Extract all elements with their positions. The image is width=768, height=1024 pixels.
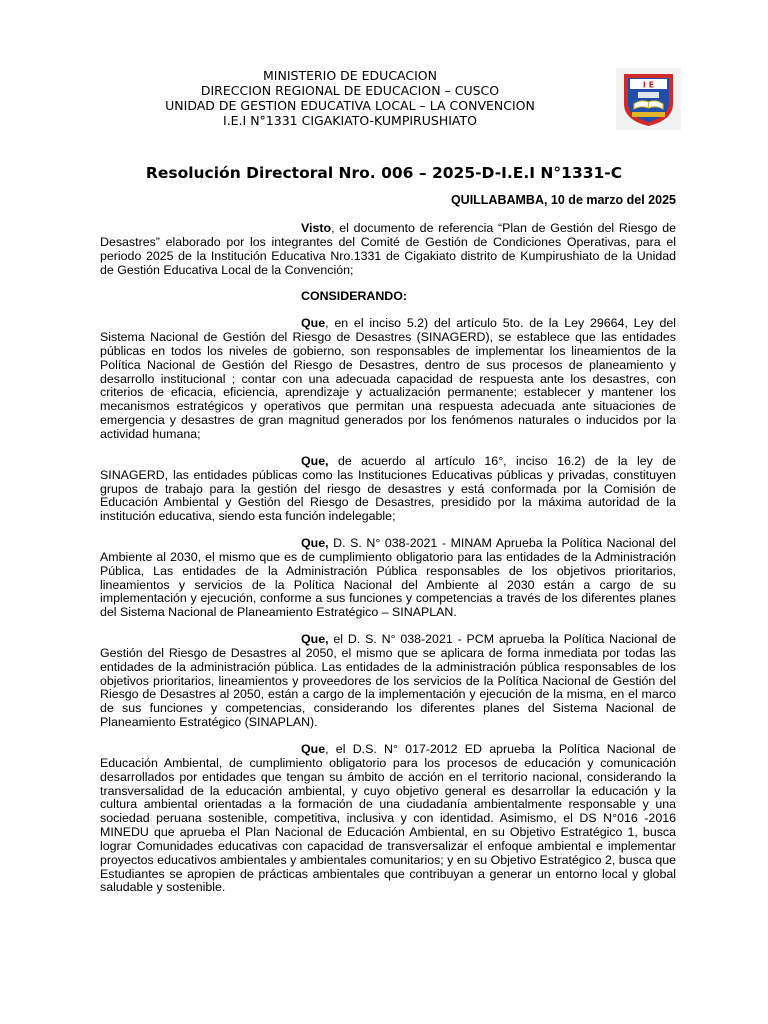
- resolution-title: Resolución Directoral Nro. 006 – 2025-D-I.E.I N°1331-C: [145, 164, 623, 182]
- svg-text:I E: I E: [642, 80, 655, 90]
- paragraph-text: , el D.S. N° 017-2012 ED aprueba la Política Nacional de Educación Ambiental, de cumplimiento obligatorio para los procesos de educación y comunicación desarrollados por entidades que tengan su ámbito de acción en el territorio nacional, considerando la transversalidad de la educación ambiental, y cuyo objetivo general es desarrollar la educación y la cultura ambiental orientadas a la formación de una ciudadanía ambientalmente responsable y una sociedad peruana sostenible, competitiva, inclusiva y con identidad. Asimismo, el DS N°016 -2016 MINEDU que aprueba el Plan Nacional de Educación Ambiental, en su Objetivo Estratégico 1, busca lograr Comunidades educativas con capacidad de transversalizar el enfoque ambiental e implementar proyectos educativos ambientales y ambientales comunitarios; y en su Objetivo Estratégico 2, busca que Estudiantes se apropien de prácticas ambientales que contribuyan a generar un entorno local y global saludable y sostenible.: [100, 742, 676, 895]
- considerando-paragraph-2: [100, 455, 676, 524]
- paragraph-lead: Que: [301, 742, 326, 756]
- considerando-paragraph-1: [100, 317, 676, 442]
- crest-icon: [616, 68, 681, 130]
- school-crest-logo: [616, 68, 681, 130]
- visto-paragraph: [100, 222, 676, 277]
- header-ugel: UNIDAD DE GESTION EDUCATIVA LOCAL – LA CONVENCION: [165, 98, 535, 113]
- paragraph-text: , en el inciso 5.2) del artículo 5to. de la Ley 29664, Ley del Sistema Nacional de Gestión del Riesgo de Desastres (SINAGERD), se establece que las entidades públicas en todos los niveles de gobierno, son responsables de implementar los lineamientos de la Política Nacional de Gestión del Riesgo de Desastres, dentro de sus procesos de planeamiento y desarrollo institucional ; contar con una adecuada capacidad de respuesta ante los desastres, con criterios de eficacia, eficiencia, aprendizaje y actualización permanente; establecer y mantener los mecanismos estratégicos y operativos que permitan una respuesta adecuada ante situaciones de emergencia y desastres de gran magnitud generados por los fenómenos naturales o inducidos por la actividad humana;: [100, 316, 676, 441]
- document-body: [100, 222, 676, 908]
- visto-lead: Visto: [301, 221, 332, 235]
- paragraph-lead: Que,: [301, 632, 329, 647]
- visto-text: , el documento de referencia “Plan de Gestión del Riesgo de Desastres” elaborado por los integrantes del Comité de Gestión de Condiciones Operativas, para el periodo 2025 de la Institución Educativa Nro.1331 de Cigakiato distrito de Kumpirushiato de la Unidad de Gestión Educativa Local de la Convención;: [100, 221, 676, 277]
- header-institution: I.E.I N°1331 CIGAKIATO-KUMPIRUSHIATO: [223, 113, 477, 128]
- considerando-heading: CONSIDERANDO:: [301, 289, 408, 304]
- paragraph-text: de acuerdo al artículo 16°, inciso 16.2) de la ley de SINAGERD, las entidades públicas como las Instituciones Educativas públicas y privadas, constituyen grupos de trabajo para la gestión del riesgo de desastres y está conformada por la Comisión de Educación Ambiental y Gestión del Riesgo de Desastres, presidido por la máxima autoridad de la institución educativa, siendo esta función indelegable;: [100, 453, 676, 524]
- letterhead: [100, 68, 600, 128]
- paragraph-text: el D. S. N° 038-2021 - PCM aprueba la Política Nacional de Gestión del Riesgo de Desastres al 2050, el mismo que se aplicara de forma inmediata por todas las entidades de la administración pública. Las entidades de la administración pública responsables de los objetivos prioritarios, lineamientos y proveedores de los servicios de la Política Nacional de Gestión del Riesgo de Desastres al 2050, están a cargo de la implementación y ejecución de la misma, en el marco de sus funciones y competencias, considerando los diferentes planes del Sistema Nacional de Planeamiento Estratégico (SINAPLAN).: [100, 632, 676, 730]
- header-regional-direction: DIRECCION REGIONAL DE EDUCACION – CUSCO: [200, 83, 500, 98]
- paragraph-lead: Que,: [301, 453, 329, 468]
- considerando-paragraph-4: [100, 633, 676, 730]
- paragraph-lead: Que: [301, 316, 326, 331]
- header-ministry: MINISTERIO DE EDUCACION: [263, 68, 437, 83]
- paragraph-text: D. S. N° 038-2021 - MINAM Aprueba la Política Nacional del Ambiente al 2030, el mismo que es de cumplimiento obligatorio para las entidades de la Administración Pública, Las entidades de la Administración Pública responsables de los objetivos prioritarios, lineamientos y servicios de la Política Nacional del Ambiente al 2030 están a cargo de su implementación y ejecución, conforme a sus funciones y competencias a través de los diferentes planes del Sistema Nacional de Planeamiento Estratégico – SINAPLAN.: [100, 536, 676, 620]
- paragraph-lead: Que,: [301, 536, 329, 551]
- place-date-line: QUILLABAMBA, 10 de marzo del 2025: [450, 193, 676, 207]
- considerando-paragraph-5: [100, 743, 676, 895]
- considerando-paragraph-3: [100, 537, 676, 620]
